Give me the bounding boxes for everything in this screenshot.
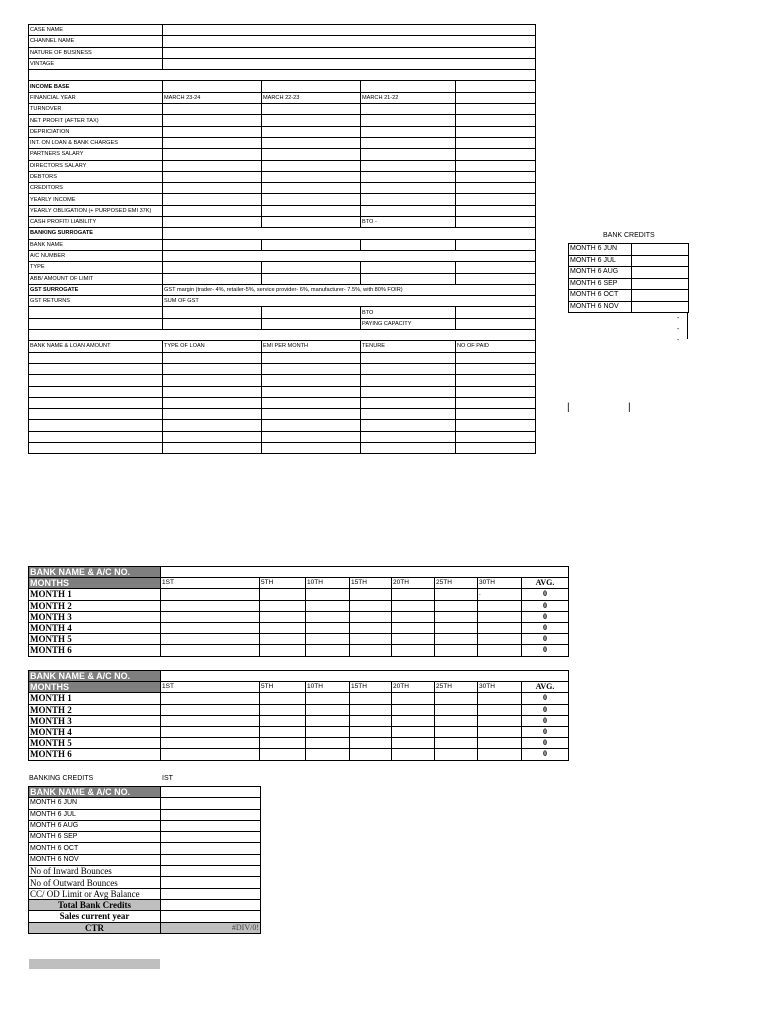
day-column: 15TH (350, 578, 392, 589)
avg-value: 0 (522, 715, 569, 726)
case-name-value[interactable] (163, 25, 536, 36)
side-dash: - (677, 315, 680, 322)
day-column: 10TH (306, 682, 350, 693)
credit-month-label: MONTH 6 OCT (29, 843, 161, 854)
loan-row (29, 352, 536, 363)
income-row-label: YEARLY OBLIGATION (+ PURPOSED EMI 37K) (29, 205, 163, 216)
income-row-label: DIRECTORS SALARY (29, 160, 163, 171)
side-month-label: MONTH 6 JUL (569, 255, 632, 267)
total-bank-credits-label: Total Bank Credits (29, 899, 161, 910)
cc-od-limit-label: CC/ OD Limit or Avg Balance (29, 888, 161, 899)
loan-row (29, 386, 536, 397)
sales-current-year-label: Sales current year (29, 911, 161, 922)
month-row-label: MONTH 3 (29, 611, 161, 622)
day-column: 20TH (392, 682, 435, 693)
month-row-label: MONTH 4 (29, 622, 161, 633)
bto-label: BTO (361, 307, 456, 318)
side-month-label: MONTH 6 JUN (569, 244, 632, 256)
income-row-label: TURNOVER (29, 104, 163, 115)
month-row-label: MONTH 6 (29, 749, 161, 760)
side-bank-credits-title: BANK CREDITS (603, 232, 655, 239)
cash-profit-label: CASH PROFIT/ LIABILITY (29, 217, 163, 228)
banking-credits-label: BANKING CREDITS (29, 775, 94, 782)
sum-of-gst-label: SUM OF GST (163, 296, 536, 307)
day-column: 30TH (478, 682, 522, 693)
loan-row (29, 375, 536, 386)
day-column: 10TH (306, 578, 350, 589)
side-border-line (687, 313, 688, 339)
financial-assessment-form (28, 24, 536, 454)
loan-row (29, 409, 536, 420)
month-row-label: MONTH 3 (29, 715, 161, 726)
day-column: 5TH (260, 578, 306, 589)
inward-bounces-label: No of Inward Bounces (29, 866, 161, 877)
type-label: TYPE (29, 262, 163, 273)
income-row-label: DEBTORS (29, 171, 163, 182)
credit-month-label: MONTH 6 SEP (29, 832, 161, 843)
avg-value: 0 (522, 611, 569, 622)
channel-name-value[interactable] (163, 36, 536, 47)
loan-header: NO OF PAID (456, 341, 536, 352)
day-column: 1ST (161, 682, 260, 693)
gst-returns-label: GST RETURNS (29, 296, 163, 307)
income-base-heading: INCOME BASE (29, 81, 163, 92)
credit-month-label: MONTH 6 NOV (29, 854, 161, 865)
spacer-row (29, 70, 536, 81)
case-name-label: CASE NAME (29, 25, 163, 36)
loan-row (29, 431, 536, 442)
bank-name-label: BANK NAME (29, 239, 163, 250)
bank-name-header: BANK NAME & A/C NO. (29, 787, 161, 798)
loan-header: EMI PER MONTH (262, 341, 361, 352)
paying-capacity-label: PAYING CAPACITY (361, 318, 456, 329)
credit-month-label: MONTH 6 AUG (29, 820, 161, 831)
day-column: 15TH (350, 682, 392, 693)
day-column: 20TH (392, 578, 435, 589)
month-row-label: MONTH 1 (29, 693, 161, 704)
ctr-value: #DIV/0! (161, 922, 261, 933)
month-row-label: MONTH 5 (29, 634, 161, 645)
monthly-balance-table-1 (28, 566, 569, 657)
avg-header: AVG. (522, 682, 569, 693)
month-row-label: MONTH 4 (29, 726, 161, 737)
loan-row (29, 442, 536, 453)
months-header: MONTHS (29, 682, 161, 693)
avg-value: 0 (522, 693, 569, 704)
credit-month-label: MONTH 6 JUN (29, 798, 161, 809)
spacer-row (29, 330, 536, 341)
income-row-label: YEARLY INCOME (29, 194, 163, 205)
side-month-label: MONTH 6 NOV (569, 301, 632, 313)
year-column: MARCH 22-23 (262, 92, 361, 103)
loan-header: TENURE (361, 341, 456, 352)
vintage-label: VINTAGE (29, 58, 163, 69)
banking-surrogate-heading: BANKING SURROGATE (29, 228, 163, 239)
avg-value: 0 (522, 589, 569, 600)
loan-row (29, 420, 536, 431)
month-row-label: MONTH 2 (29, 600, 161, 611)
gray-bar (29, 959, 160, 969)
income-row-label: PARTNERS SALARY (29, 149, 163, 160)
bto-dash-label: BTO - (361, 217, 456, 228)
bank-name-input[interactable] (161, 567, 569, 578)
month-row-label: MONTH 1 (29, 589, 161, 600)
side-bank-credits-table (568, 243, 689, 313)
monthly-balance-table-2 (28, 670, 569, 761)
side-mark: | (628, 402, 631, 413)
avg-value: 0 (522, 738, 569, 749)
month-row-label: MONTH 5 (29, 738, 161, 749)
side-dash: - (677, 326, 680, 333)
month-row-label: MONTH 2 (29, 704, 161, 715)
banking-credits-ist: IST (162, 775, 173, 782)
side-mark: | (567, 402, 570, 413)
income-row-label: NET PROFIT (AFTER TAX) (29, 115, 163, 126)
avg-value: 0 (522, 749, 569, 760)
loan-row (29, 363, 536, 374)
loan-header: BANK NAME & LOAN AMOUNT (29, 341, 163, 352)
ctr-label: CTR (29, 922, 161, 933)
avg-value: 0 (522, 726, 569, 737)
side-dash: - (677, 337, 680, 344)
day-column: 30TH (478, 578, 522, 589)
gst-margin-note: GST margin (trader- 4%, retailer-5%, service provider- 6%, manufacturer- 7.5%, with 80% FOIR) (163, 284, 536, 295)
income-row-label: CREDITORS (29, 183, 163, 194)
avg-value: 0 (522, 645, 569, 656)
side-month-label: MONTH 6 SEP (569, 278, 632, 290)
side-month-label: MONTH 6 AUG (569, 267, 632, 279)
months-header: MONTHS (29, 578, 161, 589)
avg-value: 0 (522, 634, 569, 645)
side-month-label: MONTH 6 OCT (569, 290, 632, 302)
credit-month-label: MONTH 6 JUL (29, 809, 161, 820)
avg-header: AVG. (522, 578, 569, 589)
nature-of-business-label: NATURE OF BUSINESS (29, 47, 163, 58)
gst-surrogate-heading: GST SURROGATE (29, 284, 163, 295)
banking-credits-table (28, 786, 261, 934)
day-column: 5TH (260, 682, 306, 693)
channel-name-label: CHANNEL NAME (29, 36, 163, 47)
bank-name-header: BANK NAME & A/C NO. (29, 671, 161, 682)
year-column: MARCH 23-24 (163, 92, 262, 103)
financial-year-label: FINANCIAL YEAR (29, 92, 163, 103)
outward-bounces-label: No of Outward Bounces (29, 877, 161, 888)
day-column: 25TH (435, 578, 478, 589)
bank-name-header: BANK NAME & A/C NO. (29, 567, 161, 578)
avg-value: 0 (522, 622, 569, 633)
nature-of-business-value[interactable] (163, 47, 536, 58)
avg-value: 0 (522, 600, 569, 611)
bank-name-input[interactable] (161, 671, 569, 682)
avg-value: 0 (522, 704, 569, 715)
ac-number-label: A/C NUMBER (29, 250, 163, 261)
year-column: MARCH 21-22 (361, 92, 456, 103)
income-row-label: DEPRICIATION (29, 126, 163, 137)
vintage-value[interactable] (163, 58, 536, 69)
day-column: 1ST (161, 578, 260, 589)
loan-row (29, 397, 536, 408)
loan-header: TYPE OF LOAN (163, 341, 262, 352)
abb-label: ABB/ AMOUNT OF LIMIT (29, 273, 163, 284)
month-row-label: MONTH 6 (29, 645, 161, 656)
income-row-label: INT. ON LOAN & BANK CHARGES (29, 137, 163, 148)
day-column: 25TH (435, 682, 478, 693)
dot-mark[interactable]: . (478, 589, 522, 600)
